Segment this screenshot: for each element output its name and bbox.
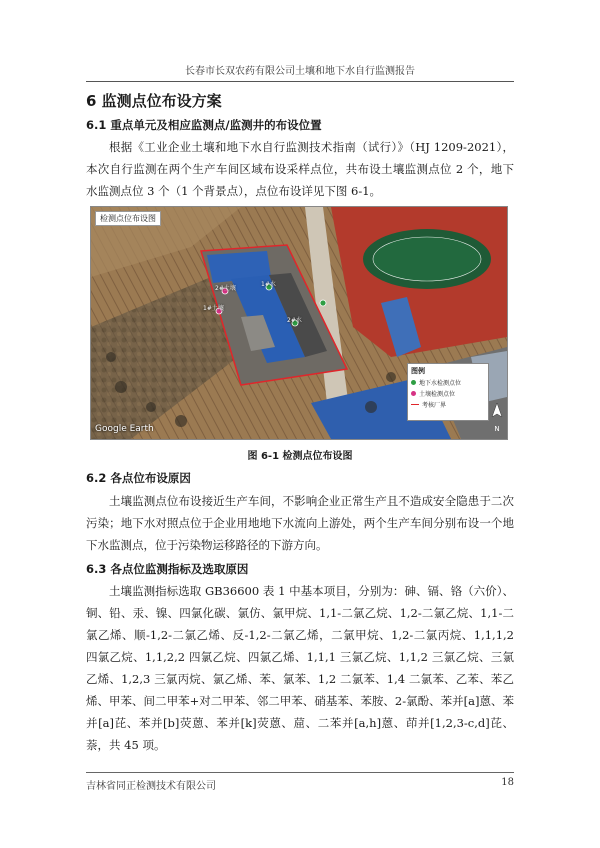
section-6-2-heading: 6.2 各点位布设原因 [86,471,191,485]
figure-caption: 图 6-1 检测点位布设图 [247,451,353,462]
legend-item [411,400,485,409]
compass-icon [491,403,503,433]
marker-label: 2#水 [287,317,302,324]
section-6-heading: 6 监测点位布设方案 [86,92,222,110]
legend-item [411,389,485,398]
google-earth-watermark: Google Earth [95,424,154,434]
legend-label: 考核厂界 [422,402,447,409]
legend-title: 图例 [411,367,425,375]
section-6-3-heading: 6.3 各点位监测指标及选取原因 [86,562,249,576]
marker-label: 2#土壤 [215,285,236,292]
marker-label: 1#水 [261,281,276,288]
page-footer [86,772,514,792]
page-header: 长春市长双农药有限公司土壤和地下水自行监测报告 [86,62,514,82]
section-6-2-paragraph: 土壤监测点位布设接近生产车间，不影响企业正常生产且不造成安全隐患于二次污染；地下水对照点位于企业用地地下水流向上游处，两个生产车间分别布设一个地下水监测点，位于污染物运移路径的下游方向。 [86,494,514,552]
boundary-line-icon [411,404,419,405]
section-6-1-heading: 6.1 重点单元及相应监测点/监测井的布设位置 [86,118,322,132]
map-title: 检测点位布设图 [95,211,161,226]
soil-point-icon [411,391,416,396]
map-legend [407,363,489,421]
footer-org: 吉林省同正检测技术有限公司 [86,781,216,792]
groundwater-point-icon [411,380,416,385]
page-number: 18 [501,777,514,788]
section-6-1-paragraph: 根据《工业企业土壤和地下水自行监测技术指南（试行）》（HJ 1209-2021），本次自行监测在两个生产车间区域布设采样点位，共布设土壤监测点位 2 个，地下水监测点位 3 个（1 个背景点），点位布设详见下图 6-1。 [86,140,514,198]
legend-label: 地下水检测点位 [419,380,462,387]
section-6-3-paragraph: 土壤监测指标选取 GB36600 表 1 中基本项目，分别为：砷、镉、铬（六价）、铜、铅、汞、镍、四氯化碳、氯仿、氯甲烷、1,1-二氯乙烷、1,2-二氯乙烷、1,1-二氯乙烯、顺-1,2-二氯乙烯、反-1,2-二氯乙烯，二氯甲烷、1,2-二氯丙烷、1,1,1,2 四氯乙烷、1,1,2,2 四氯乙烷、四氯乙烯、1,1,1 三氯乙烷、1,1,2 三氯乙烷、三氯乙烯、1,2,3 三氯丙烷、氯乙烯、苯、氯苯、1,2 二氯苯、1,4 二氯苯、乙苯、苯乙烯、甲苯、间二甲苯+对二甲苯、邻二甲苯、硝基苯、苯胺、2-氯酚、苯并[a]蒽、苯并[a]芘、苯并[b]荧蒽、苯并[k]荧蒽、䓛、二苯并[a,h]蒽、茚并[1,2,3-c,d]芘、萘，共 45 项。 [86,584,514,752]
marker-label: 1#土壤 [203,305,224,312]
compass-label: N [494,425,500,433]
legend-item [411,378,485,387]
site-map-figure [90,206,508,440]
legend-label: 土壤检测点位 [419,391,456,398]
